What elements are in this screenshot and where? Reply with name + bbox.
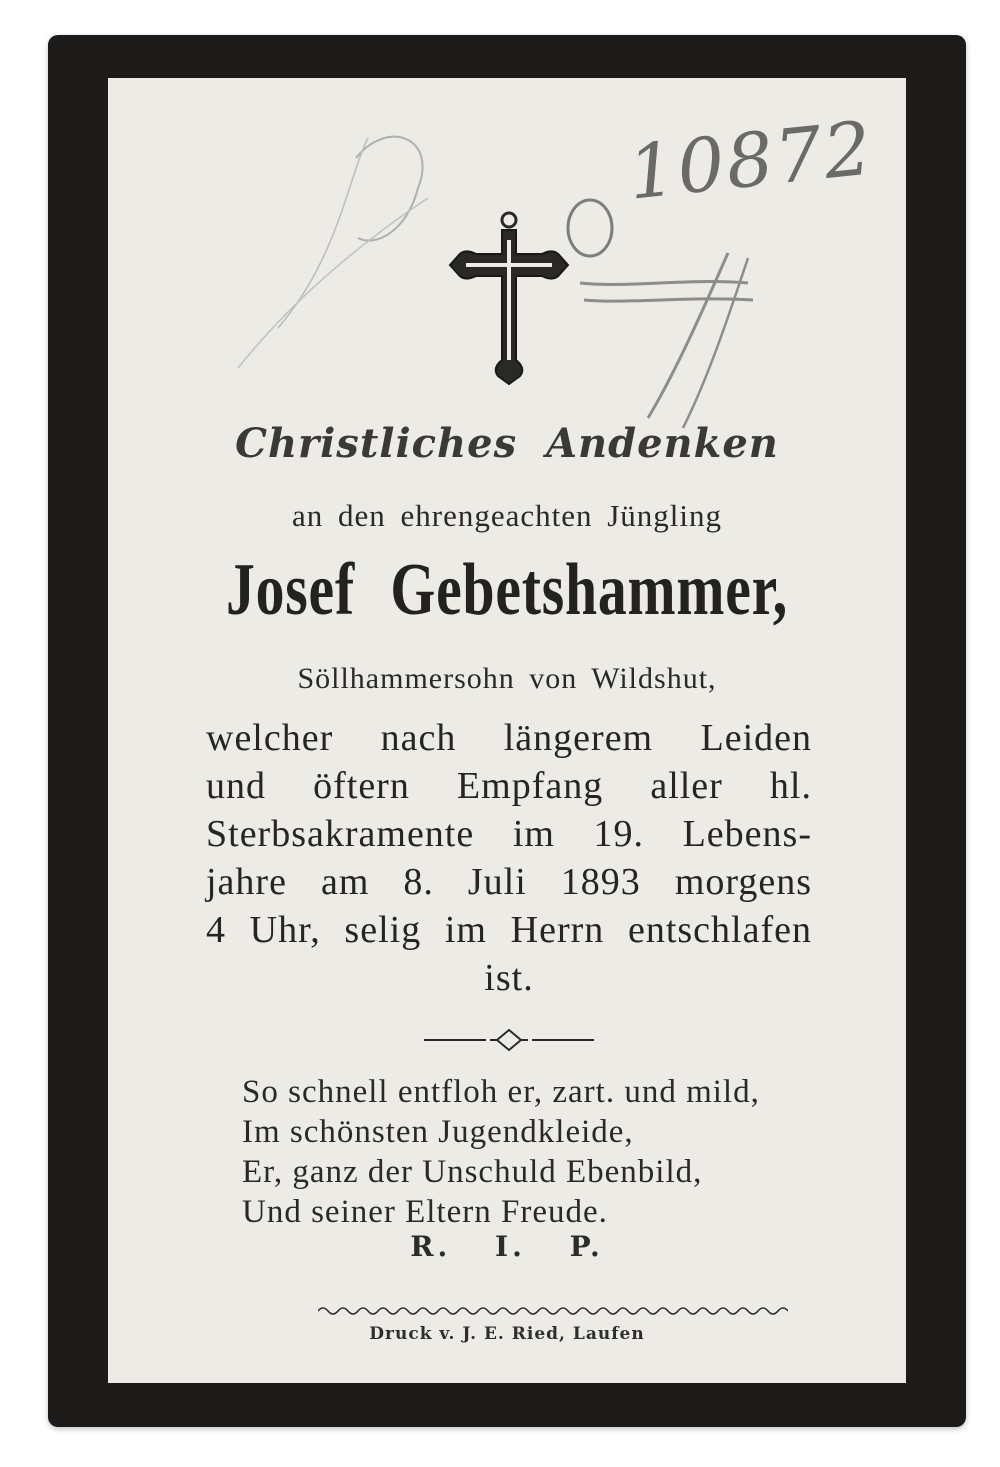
deceased-name: Josef Gebetshammer, — [226, 549, 788, 631]
origin-line: Söllhammersohn von Wildshut, — [297, 662, 717, 695]
archive-number: 10872 — [624, 105, 878, 217]
card-inner-panel — [108, 78, 906, 1383]
verse-line: So schnell entfloh er, zart. und mild, — [242, 1074, 760, 1110]
verse-line: Und seiner Eltern Freude. — [242, 1194, 608, 1230]
notice-line: und öftern Empfang aller hl. — [206, 765, 812, 807]
notice-line: welcher nach längerem Leiden — [206, 717, 812, 759]
notice-line: ist. — [484, 957, 534, 999]
printer-credit: Druck v. J. E. Ried, Laufen — [369, 1324, 645, 1344]
notice-line: jahre am 8. Juli 1893 morgens — [206, 861, 812, 903]
verse-line: Er, ganz der Unschuld Ebenbild, — [242, 1154, 703, 1190]
death-notice-text — [206, 714, 812, 1002]
notice-line: Sterbsakramente im 19. Lebens- — [206, 813, 812, 855]
dedication-line: an den ehrengeachten Jüngling — [291, 498, 723, 533]
rip-closing: R. I. P. — [410, 1230, 604, 1263]
cross-icon — [446, 210, 572, 386]
wavy-rule — [318, 1304, 788, 1318]
notice-line: 4 Uhr, selig im Herrn entschlafen — [206, 909, 812, 951]
card-heading: Christliches Andenken — [235, 420, 779, 467]
memorial-verse — [242, 1072, 842, 1232]
memorial-card — [48, 35, 966, 1427]
ornament-divider — [424, 1028, 594, 1052]
verse-line: Im schönsten Jugendkleide, — [242, 1114, 634, 1150]
